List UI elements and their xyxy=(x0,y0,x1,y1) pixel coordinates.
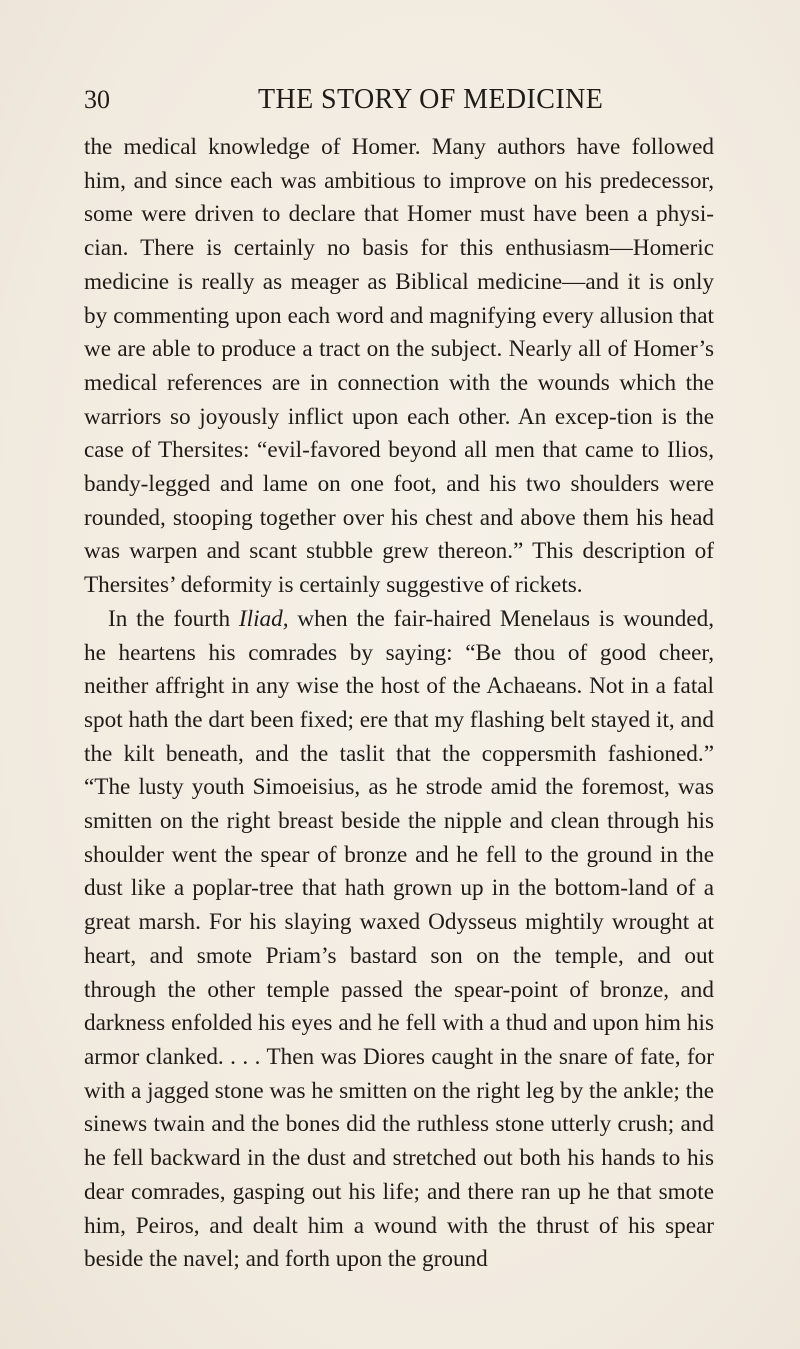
paragraph-2-text-rest: when the fair-haired Menelaus is wounded, he heartens his comrades by saying: “Be thou of good cheer, neither affright in any wise the host of the Achaeans. Not in a fatal spot hath the dart been fixed; ere that my flashing belt stayed it, and the kilt beneath, and the taslit that the coppersmith fashioned.” “The lusty youth Simoeisius, as he strode amid the foremost, was smitten on the right breast beside the nipple and clean through his shoulder went the spear of bronze and he fell to the ground in the dust like a poplar-tree that hath grown up in the bottom-land of a great marsh. For his slaying waxed Odysseus mightily wrought at heart, and smote Priam’s bastard son on the temple, and out through the other temple passed the spear-point of bronze, and darkness enfolded his eyes and he fell with a thud and upon him his armor clanked. . . . Then was Diores caught in the snare of fate, for with a jagged stone was he smitten on the right leg by the ankle; the sinews twain and the bones did the ruthless stone utterly crush; and he fell backward in the dust and stretched out both his hands to his dear comrades, gasping out his life; and there ran up he that smote him, Peiros, and dealt him a wound with the thrust of his spear beside the navel; and forth upon the ground xyxy=(84,605,715,1273)
running-head xyxy=(84,76,714,128)
page-title: THE STORY OF MEDICINE xyxy=(258,84,604,115)
paragraph-1-text: the medical knowledge of Homer. Many authors have followed him, and since each was ambitious to improve on his predecessor, some were driven to declare that Homer must have been a physi-cian. There is certainly no basis for this enthusiasm—Homeric medicine is really as meager as Biblical medicine—and it is only by commenting upon each word and magnifying every allusion that we are able to produce a tract on the subject. Nearly all of Homer’s medical references are in connection with the wounds which the warriors so joyously inflict upon each other. An excep-tion is the case of Thersites: “evil-favored beyond all men that came to Ilios, bandy-legged and lame on one foot, and his two shoulders were rounded, stooping together over his chest and above them his head was warpen and scant stubble grew thereon.” This description of Thersites’ deformity is certainly suggestive of rickets. xyxy=(84,134,714,599)
iliad-title: Iliad, xyxy=(238,605,289,632)
paragraph-2-text-start: In the fourth xyxy=(108,605,239,632)
page-number: 30 xyxy=(84,85,110,114)
body-text xyxy=(84,131,714,1277)
paragraph-2 xyxy=(84,603,714,1277)
paragraph-1 xyxy=(84,131,714,603)
